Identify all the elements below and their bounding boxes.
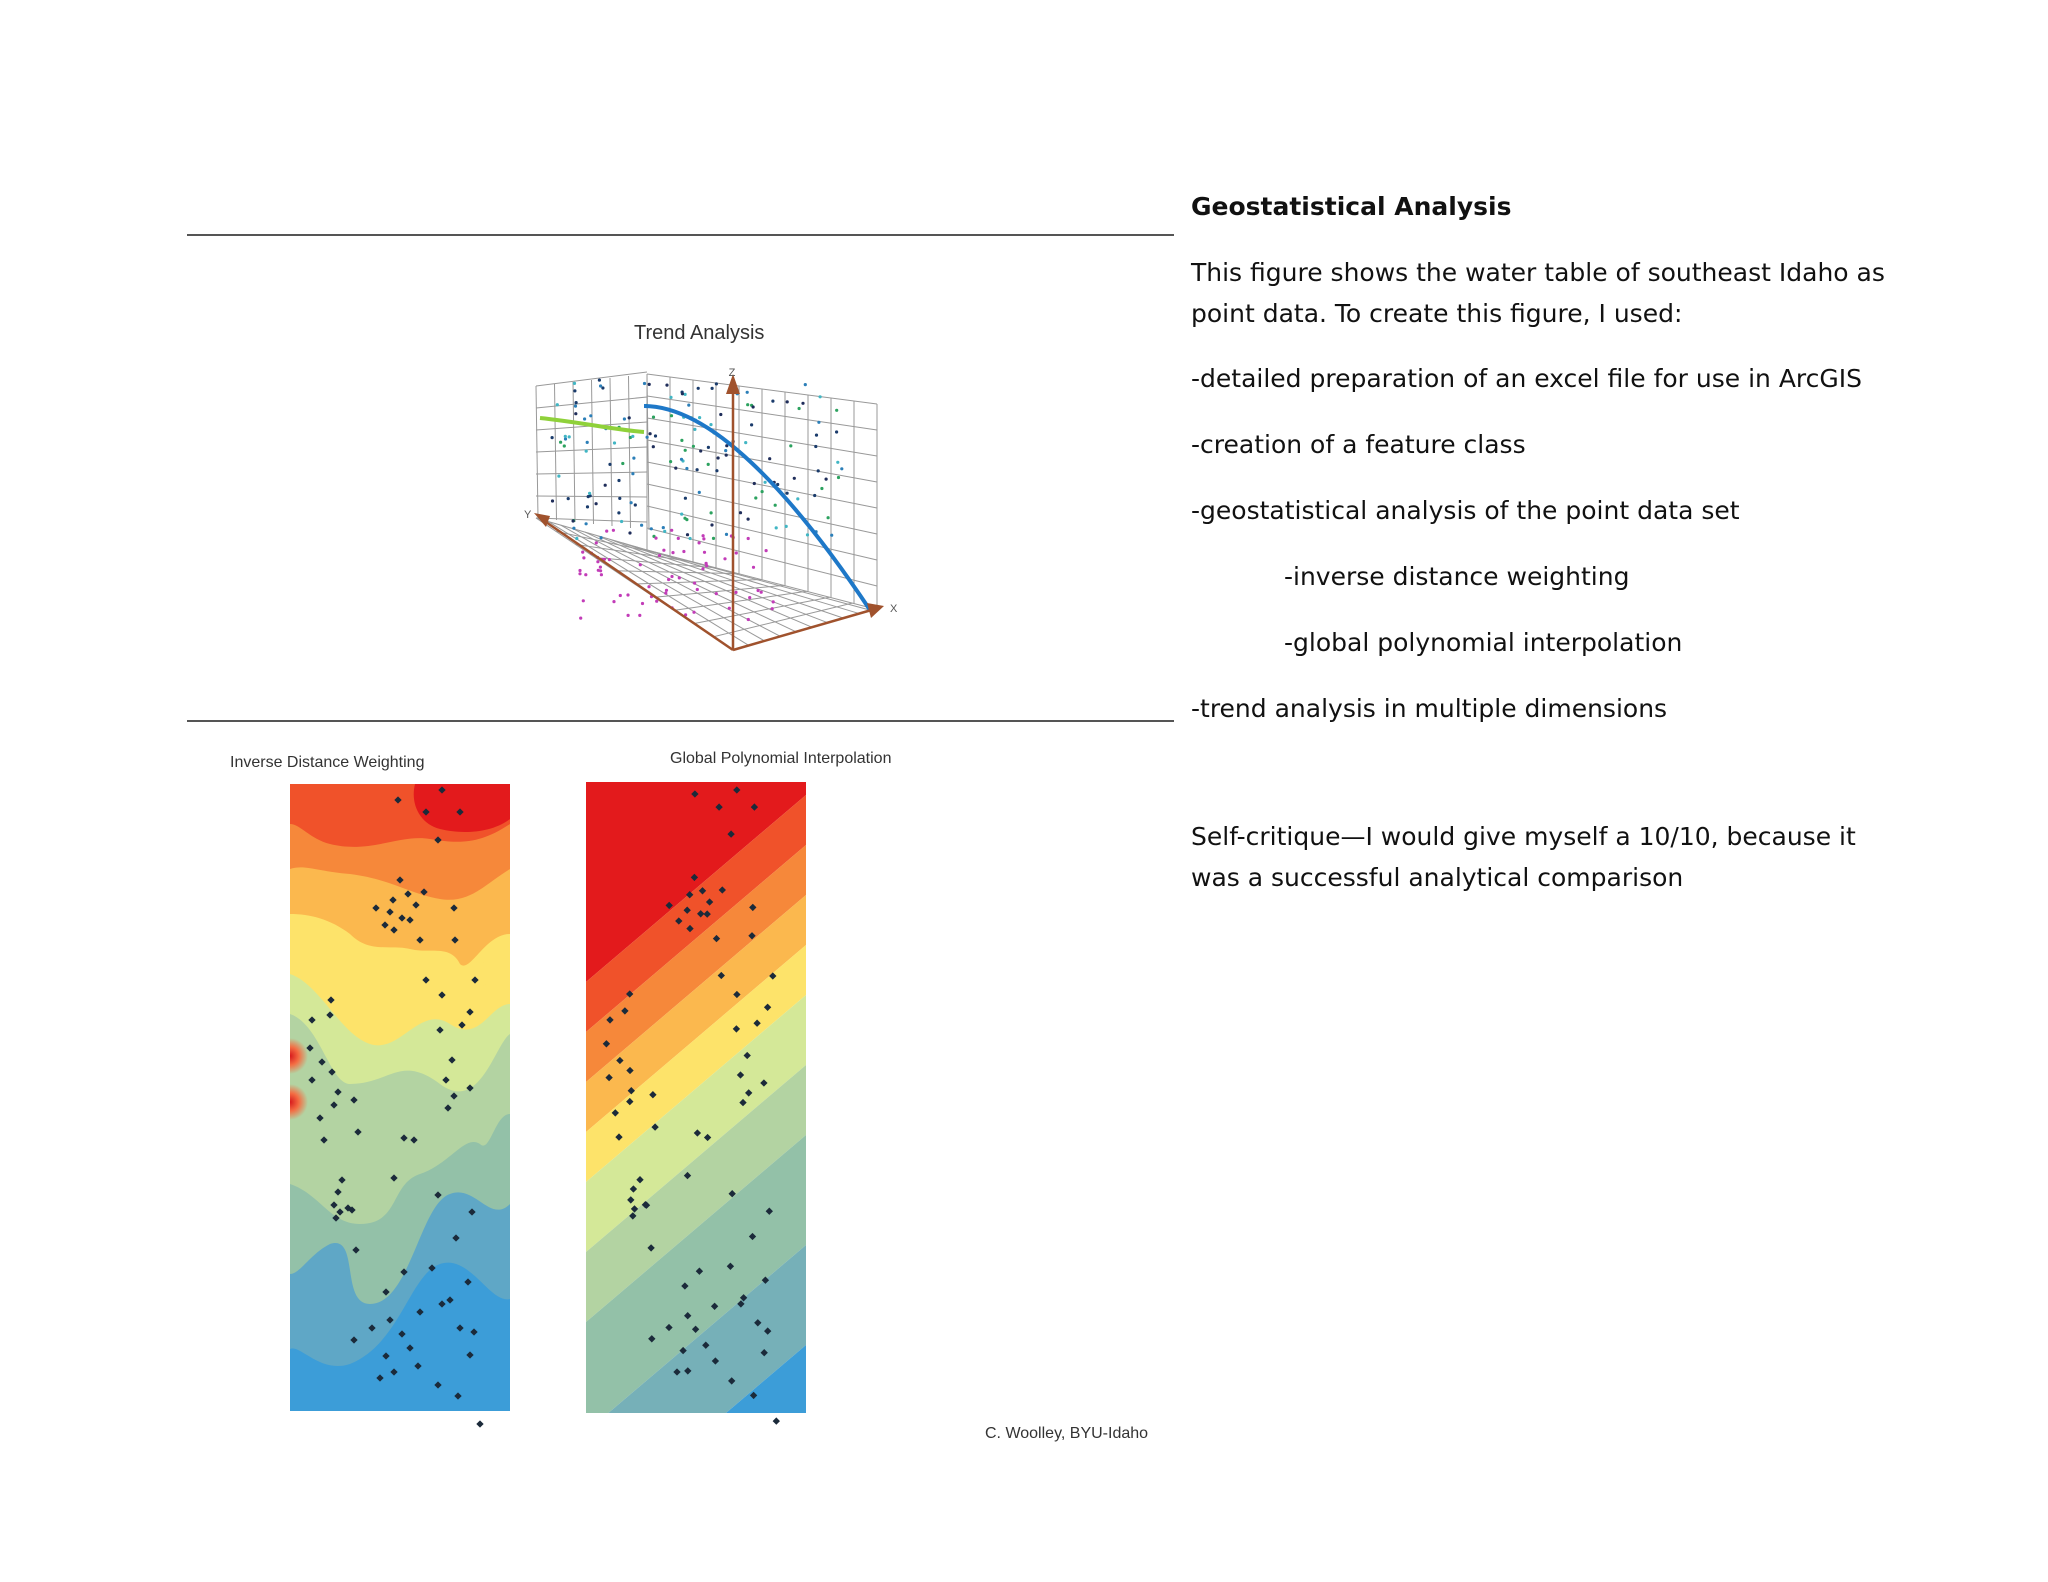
- trend-point: [725, 533, 728, 536]
- trend-point: [674, 467, 677, 470]
- trend-point: [840, 467, 843, 470]
- trend-point: [574, 412, 577, 415]
- trend-point: [575, 401, 578, 404]
- trend-point: [820, 487, 823, 490]
- projected-point: [752, 566, 755, 569]
- gpi-map-title: Global Polynomial Interpolation: [670, 750, 892, 767]
- trend-point: [621, 462, 624, 465]
- trend-point: [623, 417, 626, 420]
- trend-point: [551, 499, 554, 502]
- trend-point: [796, 497, 799, 500]
- trend-point: [669, 396, 672, 399]
- projected-point: [578, 569, 581, 572]
- trend-point: [564, 435, 567, 438]
- trend-point: [586, 441, 589, 444]
- projected-point: [597, 569, 600, 572]
- projected-point: [678, 576, 681, 579]
- bullet-idw: -inverse distance weighting: [1284, 562, 1630, 591]
- projected-point: [760, 591, 763, 594]
- trend-point: [649, 432, 652, 435]
- sample-point: [773, 1417, 780, 1424]
- projected-point: [696, 588, 699, 591]
- trend-point: [814, 445, 817, 448]
- trend-point: [815, 434, 818, 437]
- projected-point: [654, 537, 657, 540]
- projected-point: [627, 614, 630, 617]
- trend-point: [585, 522, 588, 525]
- projected-point: [765, 549, 768, 552]
- section-title: Geostatistical Analysis: [1191, 192, 1512, 221]
- x-axis-label: X: [890, 603, 898, 615]
- trend-point: [573, 389, 576, 392]
- trend-point: [724, 449, 727, 452]
- trend-point: [631, 472, 634, 475]
- trend-point: [598, 379, 601, 382]
- trend-point: [813, 494, 816, 497]
- intro-paragraph: This figure shows the water table of southeast Idaho as point data. To create this figure, I used:: [1191, 258, 1885, 328]
- trend-point: [556, 403, 559, 406]
- projected-point: [772, 600, 775, 603]
- trend-point: [654, 434, 657, 437]
- projected-point: [665, 589, 668, 592]
- trend-analysis-title: Trend Analysis: [634, 322, 765, 344]
- projected-point: [702, 537, 705, 540]
- projected-point: [702, 534, 705, 537]
- projected-point: [670, 529, 673, 532]
- projected-point: [579, 617, 582, 620]
- projected-point: [641, 602, 644, 605]
- trend-point: [618, 497, 621, 500]
- trend-point: [585, 450, 588, 453]
- projected-point: [735, 551, 738, 554]
- trend-point: [798, 407, 801, 410]
- projected-point: [658, 554, 661, 557]
- projected-point: [595, 541, 598, 544]
- trend-point: [725, 454, 728, 457]
- projected-point: [582, 556, 585, 559]
- trend-point: [764, 481, 767, 484]
- projected-point: [638, 614, 641, 617]
- trend-point: [620, 520, 623, 523]
- trend-point: [686, 533, 689, 536]
- trend-point: [684, 497, 687, 500]
- trend-point: [817, 421, 820, 424]
- projected-point: [608, 558, 611, 561]
- trend-point: [617, 511, 620, 514]
- projected-point: [582, 599, 585, 602]
- trend-point: [689, 537, 692, 540]
- trend-point: [608, 463, 611, 466]
- trend-analysis-3d-plot: [520, 360, 900, 660]
- trend-point: [628, 416, 631, 419]
- trend-point: [575, 537, 578, 540]
- trend-point: [693, 428, 696, 431]
- trend-point: [573, 382, 576, 385]
- projected-point: [584, 573, 587, 576]
- projected-point: [581, 551, 584, 554]
- trend-point: [768, 457, 771, 460]
- trend-point: [786, 400, 789, 403]
- trend-point: [761, 490, 764, 493]
- horizontal-rule-top: [187, 234, 1174, 236]
- trend-point: [774, 504, 777, 507]
- trend-point: [583, 417, 586, 420]
- trend-point: [697, 387, 700, 390]
- trend-point: [586, 505, 589, 508]
- trend-point: [806, 533, 809, 536]
- trend-point: [617, 479, 620, 482]
- trend-point: [572, 519, 575, 522]
- projected-point: [667, 578, 670, 581]
- projected-point: [626, 593, 629, 596]
- projected-point: [701, 567, 704, 570]
- trend-point: [683, 517, 686, 520]
- projected-point: [605, 530, 608, 533]
- trend-point: [752, 405, 755, 408]
- trend-point: [835, 430, 838, 433]
- trend-point: [628, 531, 631, 534]
- trend-point: [746, 391, 749, 394]
- trend-point: [643, 382, 646, 385]
- trend-point: [680, 458, 683, 461]
- trend-point: [604, 484, 607, 487]
- projected-point: [612, 529, 615, 532]
- trend-point: [551, 436, 554, 439]
- self-critique-paragraph: Self-critique—I would give myself a 10/10, because it was a successful analytical comparison: [1191, 822, 1856, 892]
- trend-point: [804, 383, 807, 386]
- trend-point: [817, 469, 820, 472]
- horizontal-rule-middle: [187, 720, 1174, 722]
- trend-point: [819, 395, 822, 398]
- projected-point: [693, 582, 696, 585]
- trend-point: [568, 435, 571, 438]
- projected-point: [757, 589, 760, 592]
- trend-point: [698, 491, 701, 494]
- trend-point: [801, 402, 804, 405]
- trend-point: [836, 461, 839, 464]
- trend-point: [684, 393, 687, 396]
- trend-point: [827, 516, 830, 519]
- trend-point: [574, 405, 577, 408]
- trend-point: [589, 414, 592, 417]
- trend-point: [692, 445, 695, 448]
- trend-point: [711, 387, 714, 390]
- z-axis-label: Z: [728, 367, 736, 379]
- trend-point: [680, 439, 683, 442]
- trend-point: [595, 502, 598, 505]
- trend-point: [717, 456, 720, 459]
- trend-point: [750, 423, 753, 426]
- trend-point: [630, 501, 633, 504]
- bullet-trend-analysis: -trend analysis in multiple dimensions: [1191, 694, 1668, 723]
- trend-point: [640, 524, 643, 527]
- bullet-feature-class: -creation of a feature class: [1191, 430, 1526, 459]
- trend-point: [698, 416, 701, 419]
- trend-point: [685, 467, 688, 470]
- trend-point: [835, 409, 838, 412]
- projected-point: [728, 607, 731, 610]
- trend-point: [715, 382, 718, 385]
- trend-point: [837, 476, 840, 479]
- projected-point: [619, 594, 622, 597]
- trend-point: [680, 513, 683, 516]
- trend-point: [652, 416, 655, 419]
- trend-point: [652, 445, 655, 448]
- projected-point: [748, 596, 751, 599]
- trend-point: [687, 404, 690, 407]
- projected-point: [612, 600, 615, 603]
- trend-point: [567, 497, 570, 500]
- projected-point: [596, 560, 599, 563]
- y-axis-arrow: [534, 513, 550, 527]
- projected-point: [771, 607, 774, 610]
- trend-point: [771, 400, 774, 403]
- y-axis-label: Y: [524, 509, 532, 521]
- projected-point: [705, 564, 708, 567]
- projected-point: [677, 537, 680, 540]
- trend-point: [710, 511, 713, 514]
- trend-point: [753, 482, 756, 485]
- trend-point: [712, 537, 715, 540]
- trend-point: [572, 527, 575, 530]
- trend-point: [665, 384, 668, 387]
- trend-point: [707, 463, 710, 466]
- trend-point: [613, 441, 616, 444]
- trend-point: [646, 436, 649, 439]
- trend-point: [754, 496, 757, 499]
- bullet-gpi: -global polynomial interpolation: [1284, 628, 1683, 657]
- projected-point: [734, 591, 737, 594]
- projected-point: [647, 585, 650, 588]
- idw-map-title: Inverse Distance Weighting: [230, 754, 425, 771]
- trend-point: [650, 527, 653, 530]
- x-axis-arrow: [867, 603, 884, 618]
- projected-point: [692, 611, 695, 614]
- trend-point: [739, 511, 742, 514]
- gpi-surface-map: [586, 782, 808, 1413]
- trend-point: [662, 526, 665, 529]
- trend-point: [648, 383, 651, 386]
- projected-point: [671, 551, 674, 554]
- trend-point: [588, 492, 591, 495]
- trend-point: [715, 469, 718, 472]
- trend-point: [830, 534, 833, 537]
- trend-point: [696, 468, 699, 471]
- trend-point: [669, 460, 672, 463]
- projected-point: [600, 573, 603, 576]
- projected-point: [747, 618, 750, 621]
- projected-point: [715, 592, 718, 595]
- trend-point: [663, 530, 666, 533]
- projected-point: [599, 566, 602, 569]
- trend-point: [825, 478, 828, 481]
- trend-point: [707, 446, 710, 449]
- trend-point: [789, 444, 792, 447]
- trend-point: [699, 449, 702, 452]
- trend-point: [746, 403, 749, 406]
- projected-point: [639, 563, 642, 566]
- idw-surface-map: [290, 784, 512, 1411]
- projected-point: [664, 592, 667, 595]
- trend-point: [744, 441, 747, 444]
- figure-credit: C. Woolley, BYU-Idaho: [985, 1425, 1149, 1442]
- trend-point: [709, 423, 712, 426]
- trend-point: [786, 492, 789, 495]
- trend-point: [600, 536, 603, 539]
- trend-point: [747, 518, 750, 521]
- trend-point: [631, 435, 634, 438]
- trend-point: [559, 441, 562, 444]
- bullet-geostat-analysis: -geostatistical analysis of the point data set: [1191, 496, 1740, 525]
- trend-point: [563, 444, 566, 447]
- projected-point: [698, 541, 701, 544]
- trend-point: [632, 457, 635, 460]
- trend-point: [634, 503, 637, 506]
- trend-point: [670, 414, 673, 417]
- sample-point: [476, 1420, 483, 1427]
- projected-point: [747, 537, 750, 540]
- trend-point: [710, 523, 713, 526]
- bullet-excel-prep: -detailed preparation of an excel file for use in ArcGIS: [1191, 364, 1863, 393]
- projected-point: [662, 549, 665, 552]
- trend-point: [793, 477, 796, 480]
- trend-point: [681, 392, 684, 395]
- trend-point: [775, 526, 778, 529]
- projected-point: [703, 551, 706, 554]
- trend-point: [599, 384, 602, 387]
- trend-point: [557, 475, 560, 478]
- trend-point: [684, 449, 687, 452]
- projected-point: [670, 575, 673, 578]
- trend-point: [719, 413, 722, 416]
- projected-point: [578, 572, 581, 575]
- projected-point: [682, 550, 685, 553]
- projected-point: [723, 557, 726, 560]
- trend-point: [785, 525, 788, 528]
